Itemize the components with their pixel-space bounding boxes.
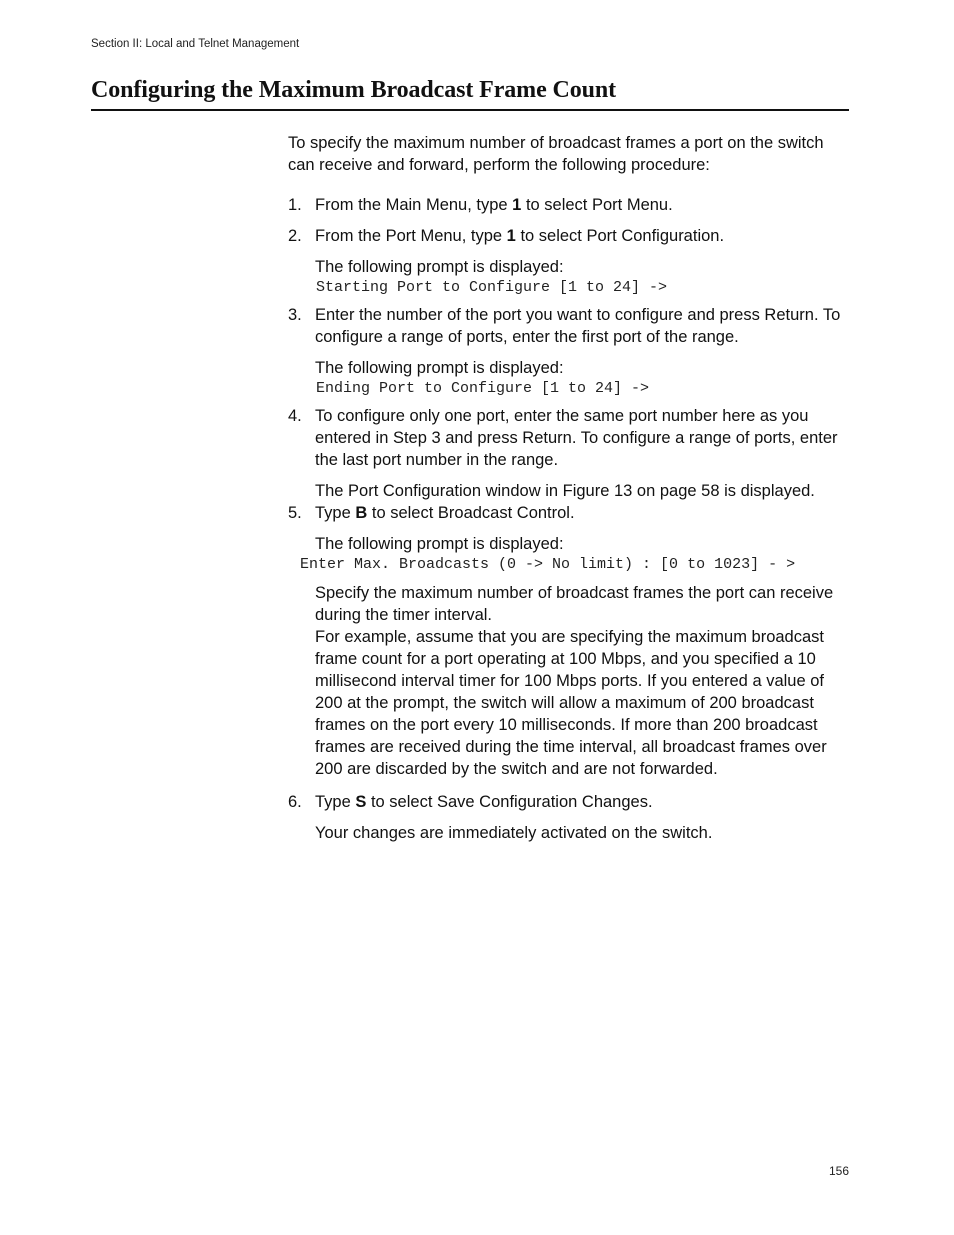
step-number: 3. (288, 306, 302, 324)
activated-note: Your changes are immediately activated on the switch. (315, 824, 713, 842)
step-number: 5. (288, 504, 302, 522)
step-2 (288, 225, 853, 247)
max-broadcasts-prompt: Enter Max. Broadcasts (0 -> No limit) : [0 to 1023] - > (300, 556, 796, 573)
step-5 (288, 502, 853, 524)
specify-note: Specify the maximum number of broadcast frames the port can receive during the timer interval. (315, 584, 834, 624)
step-number: 6. (288, 793, 302, 811)
key-name: B (355, 504, 368, 522)
step-6 (288, 791, 853, 813)
step-number: 1. (288, 196, 302, 214)
procedure-body (288, 132, 853, 844)
title-rule (91, 109, 849, 111)
step-3 (288, 304, 853, 348)
step-number: 2. (288, 227, 302, 245)
prompt-note: The following prompt is displayed: (315, 535, 564, 553)
step-text: Type B to select Broadcast Control. (315, 504, 575, 522)
step-text: To configure only one port, enter the same port number here as you entered in Step 3 and press Return. To configure a range of ports, enter the last port number in the range. (315, 407, 838, 469)
ending-port-prompt: Ending Port to Configure [1 to 24] -> (316, 380, 650, 397)
key-name: 1 (506, 227, 516, 245)
starting-port-prompt: Starting Port to Configure [1 to 24] -> (316, 279, 668, 296)
window-note: The Port Configuration window in Figure 13 on page 58 is displayed. (315, 482, 815, 500)
page-title: Configuring the Maximum Broadcast Frame Count (91, 77, 617, 103)
page-number: 156 (829, 1164, 850, 1178)
step-text: From the Main Menu, type 1 to select Port Menu. (315, 196, 673, 214)
step-4 (288, 405, 853, 471)
key-name: S (355, 793, 367, 811)
step-text: Enter the number of the port you want to configure and press Return. To configure a range of ports, enter the first port of the range. (315, 306, 841, 346)
step-1 (288, 194, 853, 216)
prompt-note: The following prompt is displayed: (315, 359, 564, 377)
running-header: Section II: Local and Telnet Management (91, 38, 300, 50)
step-number: 4. (288, 407, 302, 425)
example-paragraph: For example, assume that you are specifying the maximum broadcast frame count for a port operating at 100 Mbps, and you specified a 10 millisecond interval timer for 100 Mbps ports. If you entered a value of 200 at the prompt, the switch will allow a maximum of 200 broadcast frames on the port every 10 milliseconds. If more than 200 broadcast frames are received during the time interval, all broadcast frames over 200 are discarded by the switch and are not forwarded. (315, 628, 827, 778)
prompt-note: The following prompt is displayed: (315, 258, 564, 276)
step-text: Type S to select Save Configuration Changes. (315, 793, 653, 811)
step-text: From the Port Menu, type 1 to select Port Configuration. (315, 227, 725, 245)
intro-paragraph: To specify the maximum number of broadcast frames a port on the switch can receive and forward, perform the following procedure: (288, 134, 824, 174)
key-name: 1 (512, 196, 522, 214)
